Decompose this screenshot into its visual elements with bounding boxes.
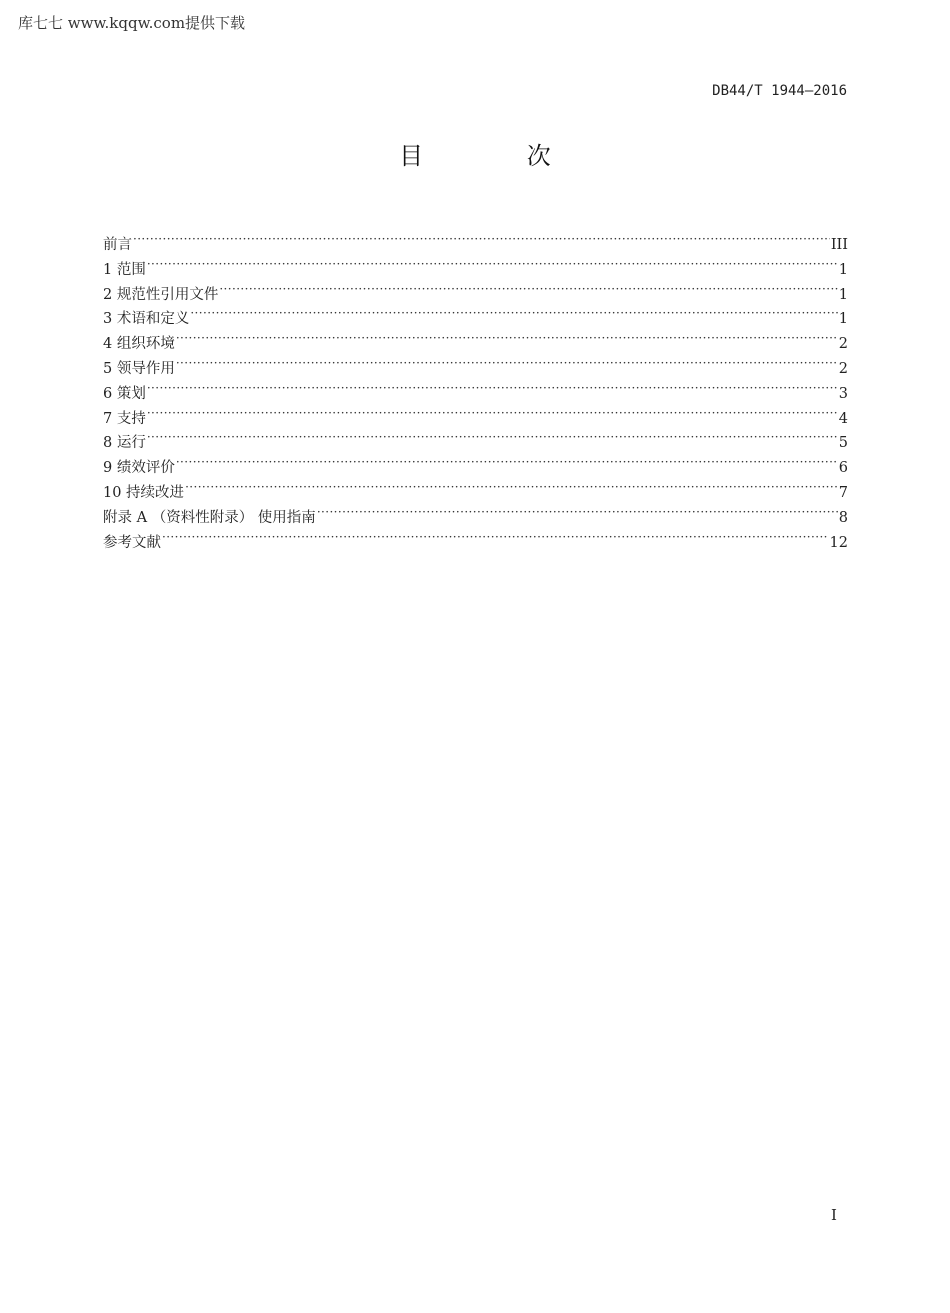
toc-leader-dots xyxy=(219,279,837,299)
toc-entry-appendix-a[interactable] xyxy=(103,502,848,527)
toc-entry-page: 1 xyxy=(838,286,848,303)
toc-list xyxy=(103,229,848,551)
page-number: I xyxy=(831,1206,837,1224)
toc-entry-continual-improvement[interactable] xyxy=(103,477,848,502)
toc-leader-dots xyxy=(176,353,838,373)
toc-entry-terms-definitions[interactable] xyxy=(103,303,848,328)
toc-entry-label: 参考文献 xyxy=(103,534,161,551)
toc-leader-dots xyxy=(147,403,838,423)
toc-entry-label: 6 策划 xyxy=(103,385,146,402)
toc-leader-dots xyxy=(162,527,829,547)
toc-entry-preface[interactable] xyxy=(103,229,848,254)
toc-entry-page: 7 xyxy=(838,484,848,501)
toc-entry-page: 2 xyxy=(838,360,848,377)
toc-entry-page: 1 xyxy=(838,311,848,328)
toc-entry-page: 1 xyxy=(838,261,848,278)
toc-entry-page: 12 xyxy=(829,534,848,551)
toc-entry-page: 3 xyxy=(838,385,848,402)
toc-entry-planning[interactable] xyxy=(103,378,848,403)
toc-entry-organization-context[interactable] xyxy=(103,328,848,353)
toc-entry-label: 7 支持 xyxy=(103,410,146,427)
toc-entry-label: 9 绩效评价 xyxy=(103,460,175,477)
toc-leader-dots xyxy=(147,427,838,447)
toc-entry-performance-evaluation[interactable] xyxy=(103,452,848,477)
toc-entry-label: 2 规范性引用文件 xyxy=(103,286,219,303)
toc-entry-bibliography[interactable] xyxy=(103,527,848,552)
toc-entry-page: 5 xyxy=(838,435,848,452)
toc-entry-label: 10 持续改进 xyxy=(103,484,185,501)
toc-entry-support[interactable] xyxy=(103,403,848,428)
toc-entry-operation[interactable] xyxy=(103,427,848,452)
toc-entry-label: 前言 xyxy=(103,237,132,253)
toc-entry-page: III xyxy=(830,237,848,253)
toc-entry-scope[interactable] xyxy=(103,254,848,279)
toc-leader-dots xyxy=(185,477,838,497)
toc-entry-label: 附录 A （资料性附录） 使用指南 xyxy=(103,509,316,526)
toc-leader-dots xyxy=(147,254,838,274)
document-code: DB44/T 1944—2016 xyxy=(712,83,847,99)
toc-entry-leadership[interactable] xyxy=(103,353,848,378)
toc-leader-dots xyxy=(317,502,838,522)
toc-entry-page: 6 xyxy=(838,460,848,477)
toc-entry-label: 1 范围 xyxy=(103,261,146,278)
toc-entry-page: 4 xyxy=(838,410,848,427)
toc-entry-label: 5 领导作用 xyxy=(103,360,175,377)
toc-entry-page: 2 xyxy=(838,336,848,353)
toc-entry-page: 8 xyxy=(838,509,848,526)
toc-entry-label: 8 运行 xyxy=(103,435,146,452)
toc-leader-dots xyxy=(190,303,837,323)
toc-leader-dots xyxy=(176,328,838,348)
toc-leader-dots xyxy=(176,452,838,472)
watermark-text: 库七七 www.kqqw.com提供下载 xyxy=(18,14,246,32)
toc-entry-label: 4 组织环境 xyxy=(103,336,175,353)
toc-leader-dots xyxy=(133,229,830,249)
toc-entry-label: 3 术语和定义 xyxy=(103,311,190,328)
toc-title: 目 次 xyxy=(399,142,599,170)
toc-entry-normative-references[interactable] xyxy=(103,279,848,304)
toc-leader-dots xyxy=(147,378,838,398)
